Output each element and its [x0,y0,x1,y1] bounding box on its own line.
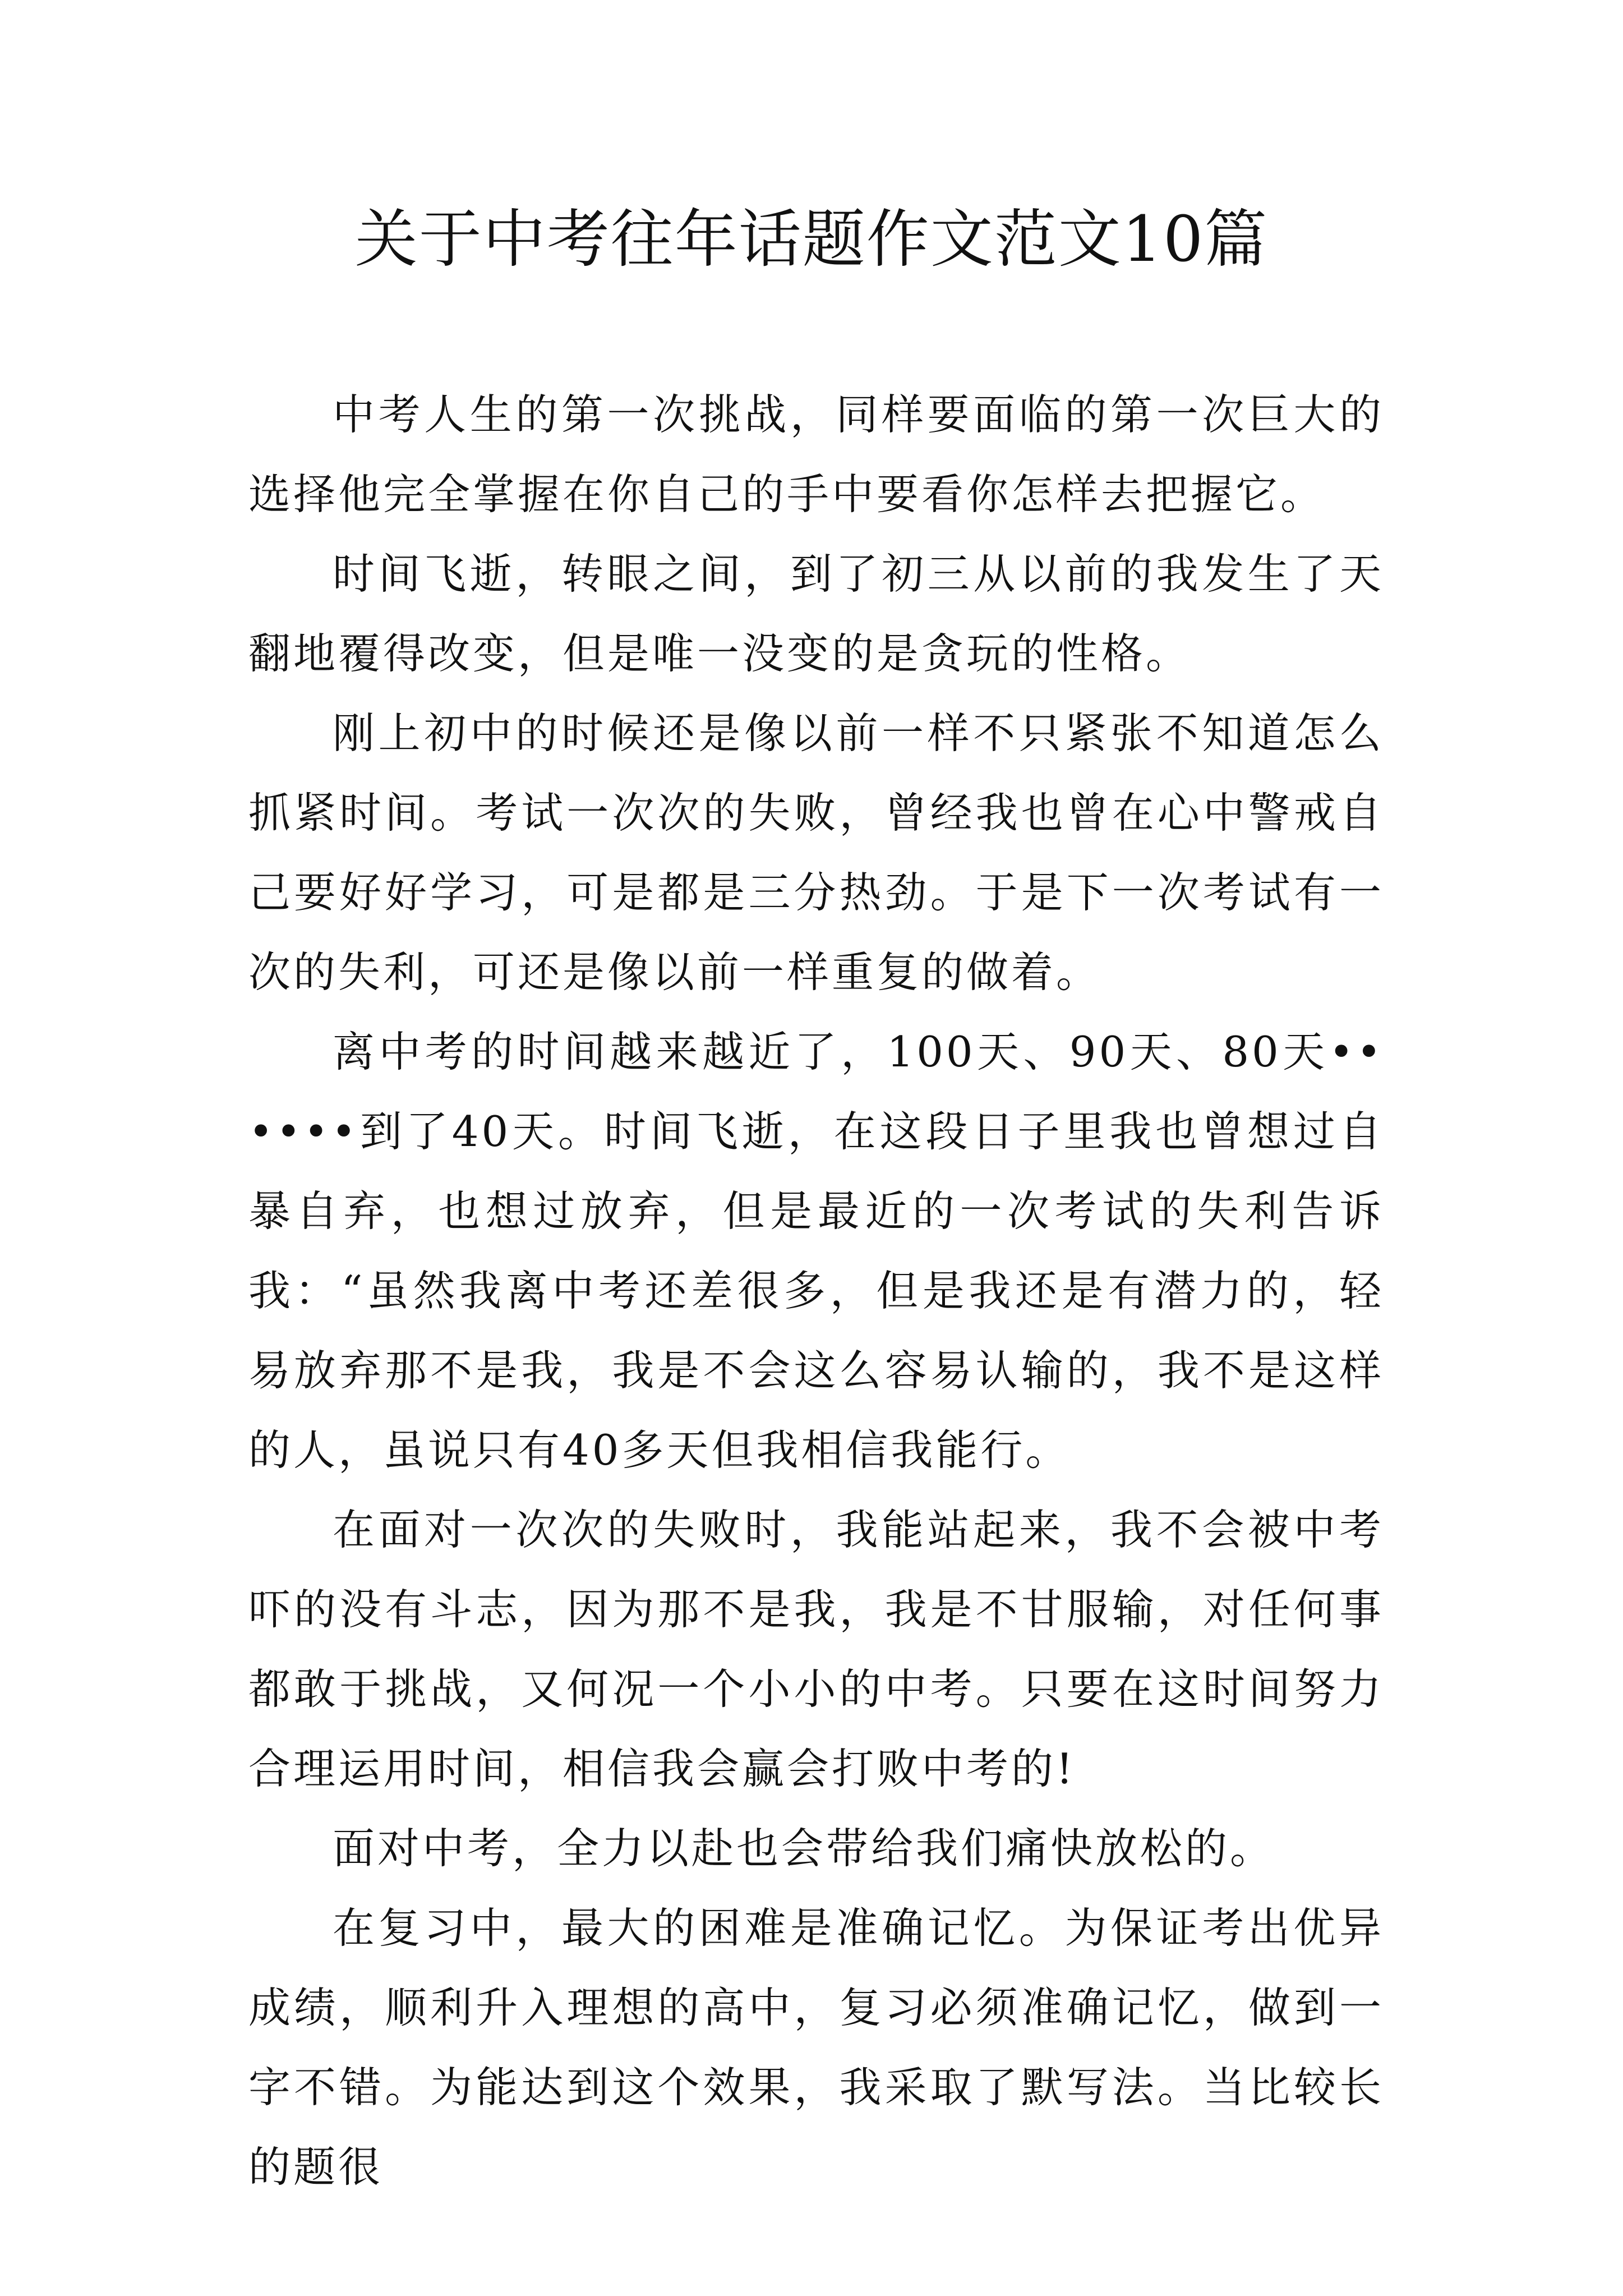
paragraph-1: 中考人生的第一次挑战，同样要面临的第一次巨大的选择他完全掌握在你自己的手中要看你怎样去把握它。 [248,390,1384,519]
page-title: 关于中考往年话题作文范文10篇 [354,203,1269,276]
paragraph-6: 面对中考，全力以赴也会带给我们痛快放松的。 [333,1824,1275,1873]
paragraph-5: 在面对一次次的失败时，我能站起来，我不会被中考吓的没有斗志，因为那不是我，我是不甘服输，对任何事都敢于挑战，又何况一个小小的中考。只要在这时间努力合理运用时间，相信我会赢会打败中考的! [248,1505,1384,1793]
document-body [248,375,1384,2207]
paragraph-2: 时间飞逝，转眼之间，到了初三从以前的我发生了天翻地覆得改变，但是唯一没变的是贪玩的性格。 [248,549,1384,678]
paragraph-7: 在复习中，最大的困难是准确记忆。为保证考出优异成绩，顺利升入理想的高中，复习必须准确记忆，做到一字不错。为能达到这个效果，我采取了默写法。当比较长的题很 [248,1903,1384,2192]
paragraph-3: 刚上初中的时候还是像以前一样不只紧张不知道怎么抓紧时间。考试一次次的失败，曾经我也曾在心中警戒自己要好好学习，可是都是三分热劲。于是下一次考试有一次的失利，可还是像以前一样重复的做着。 [248,708,1384,997]
paragraph-4: 离中考的时间越来越近了，100天、90天、80天••••••到了40天。时间飞逝，在这段日子里我也曾想过自暴自弃，也想过放弃，但是最近的一次考试的失利告诉我：“虽然我离中考还差很多，但是我还是有潜力的，轻易放弃那不是我，我是不会这么容易认输的，我不是这样的人，虽说只有40多天但我相信我能行。 [248,1027,1384,1475]
